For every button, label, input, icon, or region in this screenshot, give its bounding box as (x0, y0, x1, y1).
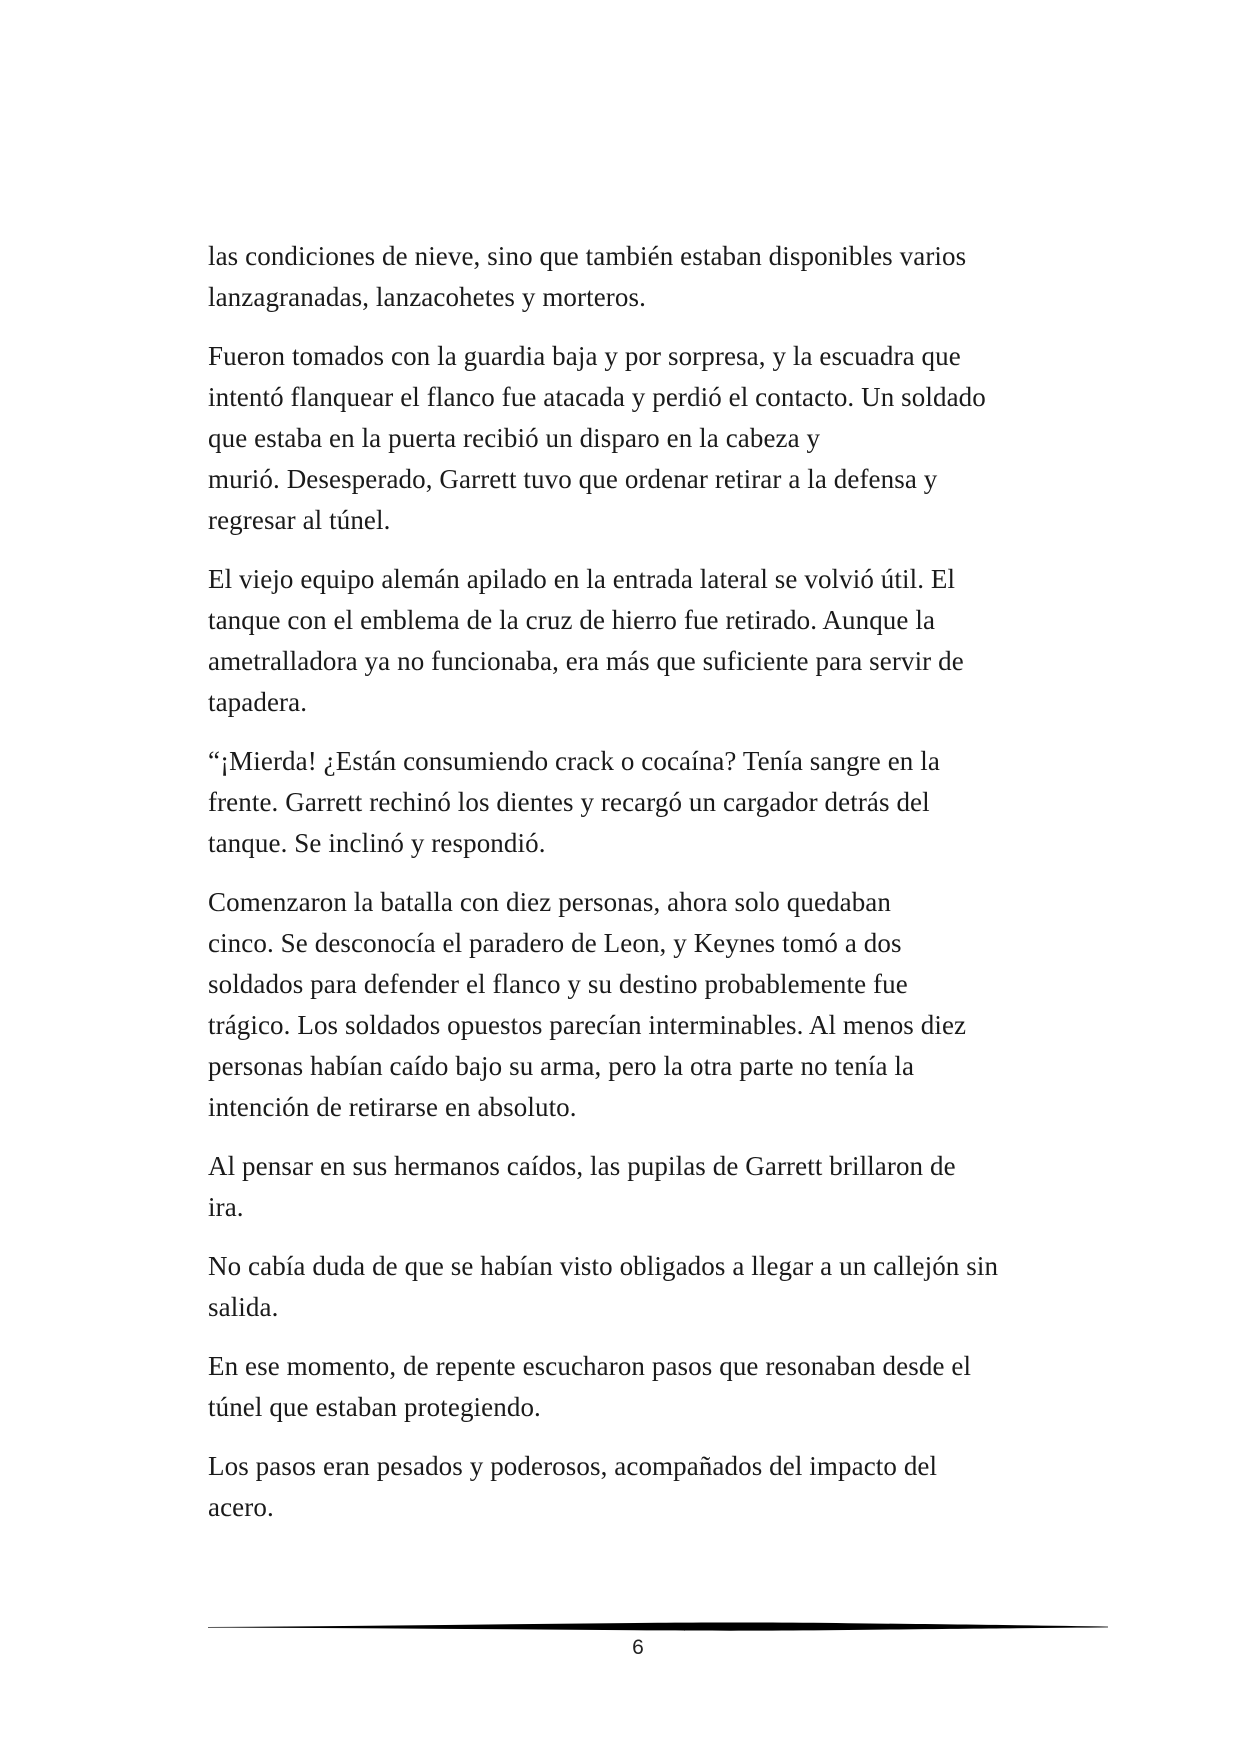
text-line: salida. (208, 1292, 279, 1322)
text-line: regresar al túnel. (208, 505, 391, 535)
text-line: lanzagranadas, lanzacohetes y morteros. (208, 282, 646, 312)
page-number: 6 (632, 1636, 644, 1659)
paragraph (208, 741, 1068, 864)
paragraph (208, 336, 1068, 541)
text-line: Comenzaron la batalla con diez personas, ahora solo quedaban (208, 887, 891, 917)
text-line: las condiciones de nieve, sino que también estaban disponibles varios (208, 241, 967, 271)
text-line: tapadera. (208, 687, 308, 717)
text-line: que estaba en la puerta recibió un disparo en la cabeza y (208, 423, 821, 453)
paragraph (208, 882, 1068, 1128)
text-line: cinco. Se desconocía el paradero de Leon, y Keynes tomó a dos (208, 928, 902, 958)
text-line: No cabía duda de que se habían visto obligados a llegar a un callejón sin (208, 1251, 999, 1281)
text-line: personas habían caído bajo su arma, pero la otra parte no tenía la (208, 1051, 915, 1081)
text-line: intención de retirarse en absoluto. (208, 1092, 577, 1122)
paragraph (208, 236, 1068, 318)
text-line: Al pensar en sus hermanos caídos, las pupilas de Garrett brillaron de (208, 1151, 956, 1181)
text-line: El viejo equipo alemán apilado en la entrada lateral se volvió útil. El (208, 564, 956, 594)
text-line: acero. (208, 1492, 274, 1522)
paragraph (208, 1146, 1068, 1228)
text-line: ira. (208, 1192, 244, 1222)
text-line: tanque. Se inclinó y respondió. (208, 828, 546, 858)
text-line: soldados para defender el flanco y su destino probablemente fue (208, 969, 908, 999)
text-line: trágico. Los soldados opuestos parecían interminables. Al menos diez (208, 1010, 967, 1040)
text-line: Fueron tomados con la guardia baja y por sorpresa, y la escuadra que (208, 341, 961, 371)
text-line: Los pasos eran pesados y poderosos, acompañados del impacto del (208, 1451, 938, 1481)
paragraph (208, 559, 1068, 723)
paragraph (208, 1446, 1068, 1528)
page-body (208, 236, 1068, 1546)
paragraph (208, 1246, 1068, 1328)
text-line: En ese momento, de repente escucharon pasos que resonaban desde el (208, 1351, 972, 1381)
footer-rule-swash (208, 1623, 1108, 1631)
text-line: “¡Mierda! ¿Están consumiendo crack o cocaína? Tenía sangre en la (208, 746, 940, 776)
text-line: túnel que estaban protegiendo. (208, 1392, 541, 1422)
text-line: ametralladora ya no funcionaba, era más que suficiente para servir de (208, 646, 964, 676)
paragraph (208, 1346, 1068, 1428)
text-line: murió. Desesperado, Garrett tuvo que ordenar retirar a la defensa y (208, 464, 938, 494)
text-line: frente. Garrett rechinó los dientes y recargó un cargador detrás del (208, 787, 930, 817)
text-line: intentó flanquear el flanco fue atacada y perdió el contacto. Un soldado (208, 382, 986, 412)
text-line: tanque con el emblema de la cruz de hierro fue retirado. Aunque la (208, 605, 936, 635)
footer-rule (208, 1620, 1108, 1634)
